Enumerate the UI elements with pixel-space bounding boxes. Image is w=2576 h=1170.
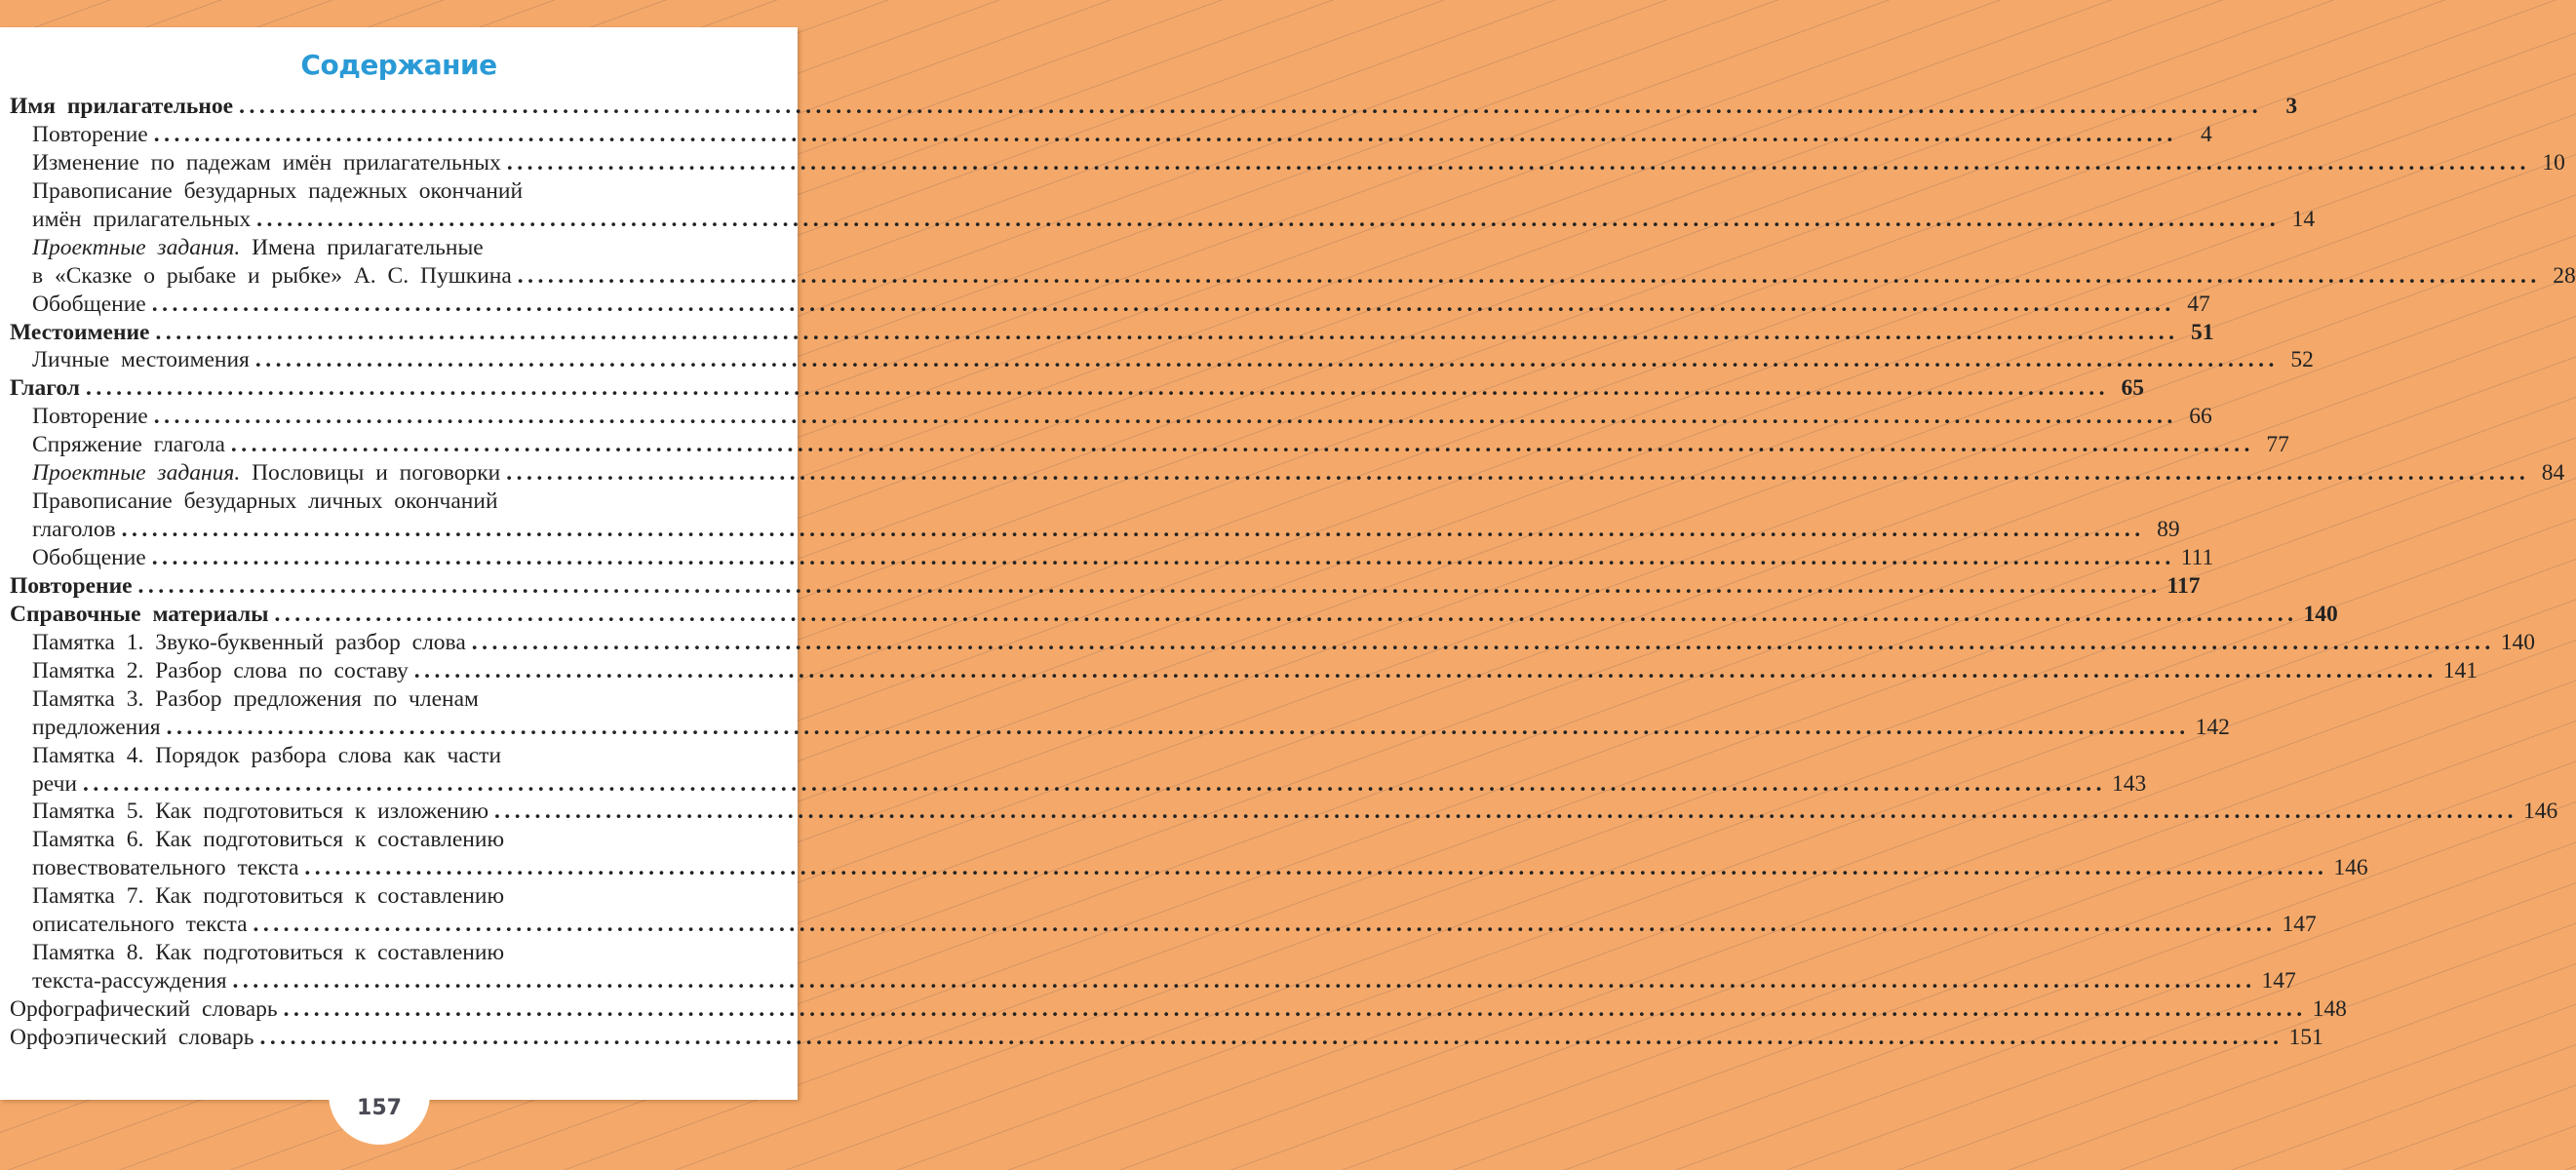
- toc-entry[interactable]: [10, 403, 2212, 431]
- entry-title: Памятка 7. Как подготовиться к составлению: [32, 883, 505, 910]
- dot-leader: ........................................................................................................................................................................................................: [137, 572, 2162, 599]
- entry-title: Местоимение: [10, 319, 150, 345]
- toc-entry[interactable]: [10, 488, 745, 516]
- toc-entry[interactable]: [10, 459, 2565, 488]
- toc-entry-continuation: [10, 714, 2230, 742]
- toc-entry-continuation: [10, 854, 2368, 882]
- toc-entry[interactable]: [10, 291, 2210, 319]
- entry-text: [32, 544, 146, 572]
- entry-italic-prefix: Проектные задания.: [32, 234, 241, 260]
- toc-entry[interactable]: [10, 742, 745, 770]
- toc-entry[interactable]: [10, 629, 2536, 657]
- toc-entry-continuation: [10, 516, 2180, 544]
- dot-leader: ........................................................................................................................................................................................................: [413, 657, 2438, 683]
- entry-page: 140: [2500, 629, 2536, 655]
- entry-title: Орфографический словарь: [10, 996, 278, 1022]
- dot-leader: ........................................................................................................................................................................................................: [494, 799, 2517, 825]
- entry-text: [32, 431, 225, 459]
- entry-text: [32, 149, 501, 177]
- entry-title: Памятка 1. Звуко-буквенный разбор слова: [32, 629, 466, 655]
- entry-text: [32, 291, 146, 319]
- dot-leader: ........................................................................................................................................................................................................: [517, 262, 2541, 289]
- dot-leader: ........................................................................................................................................................................................................: [153, 121, 2177, 147]
- dot-leader: ........................................................................................................................................................................................................: [166, 714, 2190, 740]
- entry-page: 10: [2542, 149, 2565, 176]
- dot-leader: ........................................................................................................................................................................................................: [85, 375, 2109, 402]
- toc-entry[interactable]: [10, 234, 745, 262]
- entry-title: Памятка 2. Разбор слова по составу: [32, 657, 409, 683]
- dot-leader: ........................................................................................................................................................................................................: [471, 629, 2495, 655]
- entry-page: 142: [2195, 714, 2230, 740]
- entry-title: Изменение по падежам имён прилагательных: [32, 149, 501, 176]
- entry-continuation: в «Сказке о рыбаке и рыбке» А. С. Пушкина: [32, 262, 512, 289]
- entry-title: Личные местоимения: [32, 347, 250, 373]
- entry-page: 84: [2541, 460, 2565, 487]
- entry-text: [32, 346, 250, 374]
- entry-title: Справочные материалы: [10, 601, 269, 627]
- toc-entry-continuation: [10, 967, 2296, 995]
- entry-page: 147: [2282, 912, 2317, 938]
- entry-text: [10, 374, 80, 403]
- dot-leader: ........................................................................................................................................................................................................: [232, 968, 2256, 994]
- entry-page: 14: [2291, 206, 2316, 232]
- entry-title: Памятка 4. Порядок разбора слова как части: [32, 742, 502, 768]
- entry-page: 28: [2553, 262, 2576, 289]
- entry-text: [10, 995, 278, 1024]
- entry-page: 4: [2200, 121, 2212, 147]
- entry-text: [32, 826, 504, 854]
- toc-entry[interactable]: [10, 544, 2214, 572]
- entry-page: 147: [2261, 968, 2296, 994]
- dot-leader: ........................................................................................................................................................................................................: [304, 855, 2328, 881]
- toc-entry[interactable]: [10, 149, 2565, 177]
- entry-text: [32, 459, 500, 488]
- entry-text: [32, 234, 484, 262]
- dot-leader: ........................................................................................................................................................................................................: [506, 460, 2530, 487]
- entry-page: 89: [2157, 517, 2180, 543]
- entry-continuation: имён прилагательных: [32, 206, 252, 232]
- toc-entry[interactable]: [10, 882, 745, 911]
- dot-leader: ........................................................................................................................................................................................................: [283, 996, 2307, 1022]
- dot-leader: ........................................................................................................................................................................................................: [151, 291, 2175, 317]
- toc-entry[interactable]: [10, 826, 745, 854]
- entry-text: [10, 93, 233, 121]
- entry-text: [10, 601, 269, 629]
- toc-entry[interactable]: [10, 177, 745, 206]
- page-number: 157: [357, 1096, 402, 1120]
- entry-page: 66: [2189, 404, 2212, 430]
- entry-title: Глагол: [10, 375, 80, 402]
- toc-entry[interactable]: [10, 431, 2289, 459]
- dot-leader: ........................................................................................................................................................................................................: [151, 545, 2175, 570]
- dot-leader: ........................................................................................................................................................................................................: [230, 432, 2254, 458]
- entry-page: 143: [2112, 770, 2147, 797]
- entry-text: [10, 319, 150, 347]
- entry-title: Спряжение глагола: [32, 432, 225, 458]
- entry-text: [32, 488, 498, 516]
- toc-entry[interactable]: [10, 995, 2347, 1024]
- entry-text: [10, 572, 133, 601]
- entry-title: Памятка 8. Как подготовиться к составлению: [32, 940, 505, 966]
- entry-title: Обобщение: [32, 545, 146, 570]
- entry-text: [10, 1024, 254, 1052]
- entry-page: 140: [2303, 601, 2338, 627]
- entry-title: Повторение: [32, 121, 148, 147]
- entry-page: 47: [2187, 291, 2210, 317]
- entry-text: [32, 403, 148, 431]
- dot-leader: ........................................................................................................................................................................................................: [121, 517, 2145, 543]
- entry-title: Повторение: [10, 572, 133, 599]
- entry-page: 148: [2312, 996, 2347, 1022]
- entry-page: 146: [2523, 799, 2558, 825]
- entry-continuation: предложения: [32, 714, 161, 740]
- entry-text: [32, 685, 479, 714]
- entry-title: Памятка 6. Как подготовиться к составлению: [32, 827, 505, 853]
- entry-title: Памятка 3. Разбор предложения по членам: [32, 685, 479, 712]
- dot-leader: ........................................................................................................................................................................................................: [153, 404, 2177, 430]
- dot-leader: ........................................................................................................................................................................................................: [254, 347, 2279, 373]
- toc-entry[interactable]: [10, 572, 2201, 601]
- toc-entry-continuation: [10, 911, 2317, 939]
- entry-title: Правописание безударных личных окончаний: [32, 488, 498, 515]
- dot-leader: ........................................................................................................................................................................................................: [506, 149, 2530, 176]
- toc-entry-continuation: [10, 206, 2316, 234]
- entry-italic-prefix: Проектные задания.: [32, 460, 241, 487]
- toc-entry[interactable]: [10, 374, 2144, 403]
- entry-title: Повторение: [32, 404, 148, 430]
- entry-title: Памятка 5. Как подготовиться к изложению: [32, 799, 488, 825]
- entry-page: 146: [2333, 855, 2368, 881]
- toc-entry[interactable]: [10, 319, 2214, 347]
- toc-entry[interactable]: [10, 121, 2212, 149]
- toc-entry[interactable]: [10, 346, 2314, 374]
- toc-entry-continuation: [10, 770, 2147, 799]
- dot-leader: ........................................................................................................................................................................................................: [155, 319, 2179, 345]
- toc-entry[interactable]: [10, 939, 745, 967]
- dot-leader: ........................................................................................................................................................................................................: [239, 94, 2263, 119]
- toc-entry[interactable]: [10, 601, 2338, 629]
- entry-continuation: описательного текста: [32, 912, 248, 938]
- toc-entry[interactable]: [10, 93, 2298, 121]
- entry-text: [32, 882, 504, 911]
- dot-leader: ........................................................................................................................................................................................................: [259, 1024, 2283, 1050]
- entry-title: Имена прилагательные: [252, 234, 484, 260]
- entry-page: 141: [2442, 657, 2478, 683]
- entry-continuation: речи: [32, 770, 77, 797]
- entry-page: 3: [2285, 94, 2298, 119]
- entry-continuation: текста-рассуждения: [32, 968, 227, 994]
- entry-page: 77: [2266, 432, 2289, 458]
- entry-text: [32, 121, 148, 149]
- dot-leader: ........................................................................................................................................................................................................: [83, 770, 2106, 797]
- toc-entry[interactable]: [10, 685, 745, 714]
- table-of-contents: [10, 93, 2576, 1052]
- dot-leader: ........................................................................................................................................................................................................: [253, 912, 2277, 938]
- toc-entry-continuation: [10, 262, 2576, 291]
- toc-entry[interactable]: [10, 657, 2478, 685]
- dot-leader: ........................................................................................................................................................................................................: [274, 601, 2298, 627]
- entry-title: Орфоэпический словарь: [10, 1024, 254, 1050]
- entry-page: 151: [2288, 1024, 2323, 1050]
- entry-text: [32, 798, 488, 826]
- entry-page: 111: [2180, 545, 2214, 570]
- page-title: Содержание: [300, 49, 497, 81]
- toc-entry[interactable]: [10, 798, 2558, 826]
- entry-title: Правописание безударных падежных окончаний: [32, 177, 524, 204]
- entry-continuation: повествовательного текста: [32, 855, 299, 881]
- entry-text: [32, 177, 523, 206]
- entry-text: [32, 629, 466, 657]
- entry-title: Обобщение: [32, 291, 146, 317]
- entry-text: [32, 657, 409, 685]
- entry-continuation: глаголов: [32, 517, 116, 543]
- dot-leader: ........................................................................................................................................................................................................: [256, 206, 2281, 232]
- entry-page: 65: [2121, 375, 2144, 402]
- entry-page: 52: [2290, 347, 2314, 373]
- entry-title: Имя прилагательное: [10, 94, 234, 119]
- entry-page: 117: [2166, 572, 2201, 599]
- entry-page: 51: [2191, 319, 2214, 345]
- entry-text: [32, 742, 501, 770]
- toc-entry[interactable]: [10, 1024, 2323, 1052]
- entry-title: Пословицы и поговорки: [252, 460, 501, 487]
- entry-text: [32, 939, 504, 967]
